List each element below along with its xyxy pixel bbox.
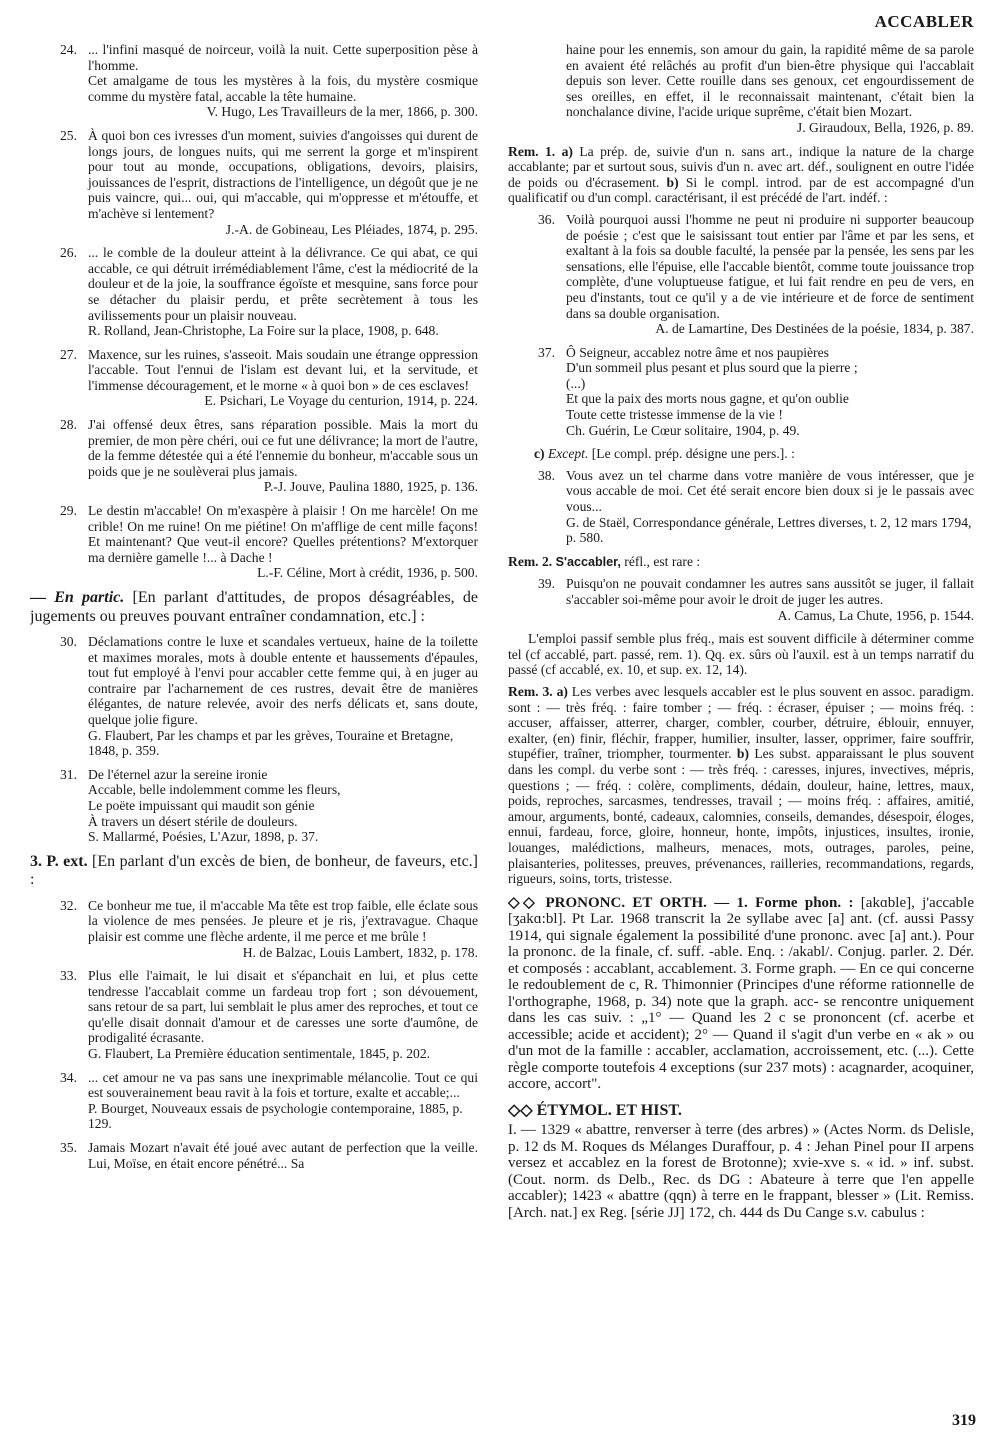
example-text: ... l'infini masqué de noirceur, voilà la nuit. Cette superposition pèse à l'homme. bbox=[88, 42, 478, 73]
remark-2: Rem. 2. S'accabler, réfl., est rare : bbox=[508, 553, 701, 569]
example-28: 28. J'ai offensé deux êtres, sans réparation possible. Mais la mort du premier, de mon père chéri, oui ce fut une délivrance; la mort de l'autre, de la femme détestée qui a été l'ennemie du bonheur, m'accable sous un poids que je ne soulèverai plus jamais. P.-J. Jouve, Paulina 1880, 1925, p. 136. bbox=[60, 417, 478, 495]
example-text: ... cet amour ne va pas sans une inexprimable mélancolie. Tout ce qui est souverainement beau ravit à la fois et torture, exalte et accable;... bbox=[88, 1069, 478, 1101]
section-en-partic: — En partic. [En parlant d'attitudes, de propos désagréables, de jugements ou preuves pouvant entraîner condamnation, etc.] : bbox=[30, 589, 478, 625]
example-source: J. Giraudoux, Bella, 1926, p. 89. bbox=[796, 119, 974, 135]
example-text: Plus elle l'aimait, le lui disait et s'épanchait en lui, et plus cette tendresse l'accablait comme un fardeau trop fort ; son dévouement, sans retour de sa part, lui semblait le plus amer des reproches, et tout ce qu'elle disait donnait d'amour et de caresses une sorte d'aumône, de prodigalité écrasante. bbox=[88, 968, 478, 1046]
example-35: 35. Jamais Mozart n'avait été joué avec autant de perfection que la veille. Lui, Moïse, en était encore pénétré... Sa bbox=[60, 1140, 478, 1171]
example-29: 29. Le destin m'accable! On m'exaspère à plaisir ! On me harcèle! On me crible! On me ruine! On me piétine! On m'afflige de cent mille façons! Et maintenant? Que veut-il encore? Quelles prétentions? M'extorquer ma dernière gamelle !... à Dache ! L.-F. Céline, Mort à crédit, 1936, p. 500. bbox=[60, 503, 478, 581]
etymology-heading: ◇◇ ÉTYMOL. ET HIST. bbox=[508, 1101, 682, 1119]
example-text: ... le comble de la douleur atteint à la délivrance. Ce qui abat, ce qui accable, ce qui détruit irrémédiablement l'âme, c'est la médiocrité de la douleur et de la joie, la souffrance égoïste et mesquine, sans force pour se détacher du plaisir perdu, et prête secrètement à tous les avilissements pour un plaisir nouveau. bbox=[88, 245, 478, 323]
example-source: J.-A. de Gobineau, Les Pléiades, 1874, p. 295. bbox=[225, 221, 478, 237]
remark-1: Rem. 1. a) La prép. de, suivie d'un n. sans art., indique la nature de la charge accablante; par et surtout sous, suivis d'un n. avec art. déf., soulignent en outre l'idée de poids ou d'écrasement. b) Si le compl. introd. par de est accompagné d'un qualificatif ou d'un compl. caractérisant, il est précédé de l'art. indéf. : bbox=[508, 143, 974, 206]
verse-line: Le poëte impuissant qui maudit son génie bbox=[88, 797, 315, 813]
example-source: S. Mallarmé, Poésies, L'Azur, 1898, p. 37. bbox=[88, 829, 319, 845]
example-source: R. Rolland, Jean-Christophe, La Foire sur la place, 1908, p. 648. bbox=[88, 323, 439, 339]
left-column bbox=[30, 42, 478, 1407]
example-source: A. Camus, La Chute, 1956, p. 1544. bbox=[777, 607, 974, 623]
example-37: 37. Ô Seigneur, accablez notre âme et nos paupières D'un sommeil plus pesant et plus sourd que la pierre ; (...) Et que la paix des morts nous gagne, et qu'on oublie Toute cette tristesse immense de la vie ! Ch. Guérin, Le Cœur solitaire, 1904, p. 49. bbox=[508, 345, 974, 439]
verse-line: D'un sommeil plus pesant et plus sourd que la pierre ; bbox=[566, 360, 858, 376]
example-25: 25. À quoi bon ces ivresses d'un moment, suivies d'angoisses qui durent de longs jours, de longues nuits, qui me serrent la gorge et m'inspirent pour tout au monde, occupations, obligations, devoirs, plaisirs, jouissances de l'esprit, distractions de l'intelligence, un dégoût que je ne puis vaincre, qui... oui, qui m'accable, qui m'oppresse et m'étouffe, et m'achève si lentement? J.-A. de Gobineau, Les Pléiades, 1874, p. 295. bbox=[60, 127, 478, 237]
example-source: G. Flaubert, La Première éducation sentimentale, 1845, p. 202. bbox=[88, 1046, 431, 1062]
example-31: 31. De l'éternel azur la sereine ironie Accable, belle indolemment comme les fleurs, Le poëte impuissant qui maudit son génie À travers un désert stérile de douleurs. S. Mallarmé, Poésies, L'Azur, 1898, p. 37. bbox=[30, 767, 478, 845]
example-text: Ce bonheur me tue, il m'accable Ma tête est trop faible, elle éclate sous la violence de mes pensées. Je pleure et je ris, j'extravague. Chaque plaisir est comme une flèche ardente, il me perce et me brûle ! bbox=[88, 897, 478, 944]
example-26: 26. ... le comble de la douleur atteint à la délivrance. Ce qui abat, ce qui accable, ce qui détruit irrémédiablement l'âme, c'est la médiocrité de la douleur et de la joie, la souffrance égoïste et mesquine, sans force pour se détacher du plaisir perdu, et prête secrètement à tous les avilissements pour un plaisir nouveau. R. Rolland, Jean-Christophe, La Foire sur la place, 1908, p. 648. bbox=[60, 245, 478, 339]
example-source: Ch. Guérin, Le Cœur solitaire, 1904, p. 49. bbox=[566, 422, 800, 438]
verse-line: De l'éternel azur la sereine ironie bbox=[88, 766, 268, 782]
example-text: Puisqu'on ne pouvait condamner les autres sans aussitôt se juger, il fallait s'accabler soi-même pour avoir le droit de juger les autres. bbox=[566, 576, 974, 607]
example-39: 39. Puisqu'on ne pouvait condamner les autres sans aussitôt se juger, il fallait s'accabler soi-même pour avoir le droit de juger les autres. A. Camus, La Chute, 1956, p. 1544. bbox=[538, 576, 974, 623]
example-text: Vous avez un tel charme dans votre manière de vous intéresser, que je vous accable de moi. Cet été serait encore bien doux si je le passais avec vous... bbox=[566, 467, 974, 515]
example-33: 33. Plus elle l'aimait, le lui disait et s'épanchait en lui, et plus cette tendresse l'accablait comme un fardeau trop fort ; son dévouement, sans retour de sa part, lui semblait le plus amer des reproches, et tout ce qu'elle disait donnait d'amour et de caresses une sorte d'aumône, de prodigalité écrasante. G. Flaubert, La Première éducation sentimentale, 1845, p. 202. bbox=[60, 968, 478, 1062]
verse-line: (...) bbox=[566, 375, 586, 391]
section-p-ext: 3. P. ext. [En parlant d'un excès de bien, de bonheur, de faveurs, etc.] : bbox=[30, 852, 478, 889]
example-38: 38. Vous avez un tel charme dans votre manière de vous intéresser, que je vous accable de moi. Cet été serait encore bien doux si je le passais avec vous... G. de Staël, Correspondance générale, Lettres diverses, t. 2, 12 mars 1794, p. 580. bbox=[538, 467, 974, 546]
page-number: 319 bbox=[952, 1412, 976, 1429]
example-source: V. Hugo, Les Travailleurs de la mer, 1866, p. 300. bbox=[206, 104, 478, 120]
example-text: haine pour les ennemis, son amour du gain, la rapidité même de sa parole en avaient été relâchés au profit d'un bien-être physique qui l'accablait depuis son lever. Cette rouille dans ses genoux, cet engourdissement de ses oreilles, en effet, il le reconnaissait maintenant, c'était bien la nonchalance divine, l'acide urique suprême, c'était bien Mozart. bbox=[566, 42, 974, 120]
example-source: L.-F. Céline, Mort à crédit, 1936, p. 500. bbox=[257, 565, 478, 581]
passive-usage-note: L'emploi passif semble plus fréq., mais est souvent difficile à déterminer comme tel (cf accablé, part. passé, rem. 1). Qq. ex. sûrs où l'auxil. est à un temps narratif du passé (cf accablé, ex. 10, et sup. ex. 12, 14). bbox=[508, 631, 974, 678]
example-34: 34. ... cet amour ne va pas sans une inexprimable mélancolie. Tout ce qui est souverainement beau ravit à la fois et torture, exalte et accable;... P. Bourget, Nouveaux essais de psychologie contemporaine, 1885, p. 129. bbox=[60, 1069, 478, 1132]
verse-line: Accable, belle indolemment comme les fleurs, bbox=[88, 782, 341, 798]
example-text: Déclamations contre le luxe et scandales vertueux, haine de la toilette et maximes morales, mots à double entente et haussements d'épaules, tout fut employé à l'envi pour accabler cette femme qui, à en juger au contraire par l'acharnement de ces rustres, devait être de manières élégantes, de nature relevée, avoir des nerfs délicats et, sans doute, quelque jolie figure. bbox=[88, 634, 478, 727]
example-24: 24. ... l'infini masqué de noirceur, voilà la nuit. Cette superposition pèse à l'homme. Cet amalgame de tous les mystères à la fois, du mystère cosmique comme du mystère fatal, accable la tête humaine. V. Hugo, Les Travailleurs de la mer, 1866, p. 300. bbox=[60, 42, 478, 120]
example-source: P.-J. Jouve, Paulina 1880, 1925, p. 136. bbox=[263, 479, 478, 495]
example-text: Le destin m'accable! On m'exaspère à plaisir ! On me harcèle! On me crible! On me ruine! On me piétine! On m'afflige de cent mille façons! Et maintenant? Que veut-il encore? Quelles prétentions? M'extorquer ma dernière gamelle !... à Dache ! bbox=[88, 503, 478, 565]
example-source: E. Psichari, Le Voyage du centurion, 1914, p. 224. bbox=[204, 393, 478, 409]
example-36: 36. Voilà pourquoi aussi l'homme ne peut ni produire ni supporter beaucoup de poésie ; c'est que le saisissant tout entier par l'âme et par les sens, et exaltant à la fois sa double faculté, la pensée par la pensée, les sens par les sensations, elle l'épuise, elle l'accable bientôt, comme toute jouissance trop complète, d'une voluptueuse fatigue, et lui fait rendre en peu de vers, en peu d'instants, tout ce qu'il y a de vie intérieure et de force de sentiment dans sa double organisation. A. de Lamartine, Des Destinées de la poésie, 1834, p. 387. bbox=[538, 211, 974, 337]
remark-3: Rem. 3. a) Les verbes avec lesquels accabler est le plus souvent en assoc. paradigm. sont : — très fréq. : faire tomber ; — fréq. : écraser, épuiser ; — moins fréq. : accuser, affaisser, atterrer, charger, combler, courber, détruire, éblouir, ennuyer, exalter, (en) finir, fléchir, frapper, humilier, insulter, lasser, opprimer, faire souffrir, stupéfier, traîner, triompher, tourmenter. b) Les subst. apparaissant le plus souvent dans les compl. du verbe sont : — très fréq. : caresses, injures, invectives, mépris, questions ; — fréq. : colère, compliments, dédain, douleur, haine, lettres, maux, poids, reproches, sarcasmes, tendresses, travail ; — moins fréq. : affaires, amitié, amour, arguments, bonté, cadeaux, calomnies, conseils, demandes, désespoir, éloges, ennui, fardeau, force, gloire, honneur, honte, impôts, injustices, insultes, ironie, louanges, malédictions, malheurs, menaces, mots, outrages, paroles, peine, plaisanteries, politesses, preuves, prévenances, railleries, recommandations, regards, rigueurs, soins, torts, tristesse. bbox=[508, 683, 974, 887]
example-source: H. de Balzac, Louis Lambert, 1832, p. 178. bbox=[242, 944, 478, 960]
verse-line: Ô Seigneur, accablez notre âme et nos paupières bbox=[566, 344, 829, 360]
verse-line: À travers un désert stérile de douleurs. bbox=[88, 813, 298, 829]
example-text: Cet amalgame de tous les mystères à la fois, du mystère cosmique comme du mystère fatal, accable la tête humaine. bbox=[88, 73, 478, 104]
example-source: G. Flaubert, Par les champs et par les grèves, Touraine et Bretagne, 1848, p. 359. bbox=[88, 727, 454, 759]
example-32: 32. Ce bonheur me tue, il m'accable Ma tête est trop faible, elle éclate sous la violence de mes pensées. Je pleure et je ris, j'extravague. Chaque plaisir est comme une flèche ardente, il me perce et me brûle ! H. de Balzac, Louis Lambert, 1832, p. 178. bbox=[60, 897, 478, 960]
example-source: A. de Lamartine, Des Destinées de la poésie, 1834, p. 387. bbox=[655, 321, 974, 337]
etymology-text: I. — 1329 « abattre, renverser à terre (des arbres) » (Actes Norm. ds Delisle, p. 12 ds M. Roques ds Mélanges Duraffour, p. 4 : Jehan Pinel pour II arpens versez et accablez en la forest de Brotonne); xvie-xve s. « id. » inf. subst. (Cout. norm. ds Delb., Rec. ds DG : Abateure à terre que l'en appelle accabler); 1423 « abattre (qqn) à terre en le frappant, blesser » (Lit. Remiss. [Arch. nat.] ex Reg. [série JJ] 172, ch. 444 ds Du Cange s.v. cabulus : bbox=[508, 1122, 974, 1221]
example-text: Maxence, sur les ruines, s'asseoit. Mais soudain une étrange oppression l'accable. Tout l'ennui de l'islam est devant lui, et la servitude, et l'immense découragement, et le morne « à quoi bon » de ces esclaves! bbox=[88, 346, 478, 393]
verse-line: Et que la paix des morts nous gagne, et qu'on oublie bbox=[566, 391, 849, 407]
right-column bbox=[508, 42, 974, 1412]
example-text: Voilà pourquoi aussi l'homme ne peut ni produire ni supporter beaucoup de poésie ; c'est que le saisissant tout entier par l'âme et par les sens, et exaltant à la fois sa double faculté, la pensée par la pensée, les sens par les sensations, elle l'épuise, elle l'accable bientôt, comme toute jouissance trop complète, d'une voluptueuse fatigue, et lui fait rendre en peu de vers, en peu d'instants, tout ce qu'il y a de vie intérieure et de force de sentiment dans sa double organisation. bbox=[566, 211, 974, 321]
example-text: À quoi bon ces ivresses d'un moment, suivies d'angoisses qui durent de longs jours, de longues nuits, qui me serrent la gorge et m'inspirent pour tout au monde, occupations, obligations, devoirs, plaisirs, jouissances de l'esprit, distractions de l'intelligence, un dégoût que je ne puis vaincre, qui... oui, qui m'accable, qui m'oppresse et m'étouffe, et m'achève si lentement? bbox=[88, 127, 478, 221]
example-text: J'ai offensé deux êtres, sans réparation possible. Mais la mort du premier, de mon père chéri, oui ce fut une délivrance; la mort de l'autre, de la femme détestée qui a été l'ennemie du bonheur, m'accable sous un poids que je ne soulèverai plus jamais. bbox=[88, 417, 478, 479]
example-source: G. de Staël, Correspondance générale, Lettres diverses, t. 2, 12 mars 1794, p. 580. bbox=[566, 514, 972, 546]
example-27: 27. Maxence, sur les ruines, s'asseoit. Mais soudain une étrange oppression l'accable. Tout l'ennui de l'islam est devant lui, et la servitude, et l'immense découragement, et le morne « à quoi bon » de ces esclaves! E. Psichari, Le Voyage du centurion, 1914, p. 224. bbox=[60, 346, 478, 409]
page-header-word: ACCABLER bbox=[874, 12, 974, 31]
pronunciation-section: ◇◇ PRONONC. ET ORTH. — 1. Forme phon. : [akɑble], j'accable [ʒakɑ:bl]. Pt Lar. 1968 transcrit la 2e syllabe avec [a] ant. (cf. aussi Passy 1914, qui signale également la possibilité d'une prononc. avec [a] ant.). Pour la prononc. de la finale, cf. suff. -able. Enq. : /akabl/. Conjug. parler. 2. Dér. et composés : accablant, accablement. 3. Forme graph. — En ce qui concerne le redoublement de c, R. Thimonnier (Principes d'une réforme rationnelle de l'orthographe, 1968, p. 34) note que la graph. acc- se rencontre uniquement dans les cas suiv. : „1° — Quand les 2 c se prononcent (cf. acerbe et accessible; acide et accident); 2° — Quand il s'agit d'un verbe en « ak » ou d'un mot de la famille : accabler, acclamation, accroissement, etc. (...). Cette règle comporte toutefois 4 exceptions (sur 237 mots) : acagnarder, acoquiner, accore, accort". bbox=[508, 894, 974, 1093]
example-source: P. Bourget, Nouveaux essais de psychologie contemporaine, 1885, p. 129. bbox=[88, 1100, 463, 1132]
exception-note: c) Except. [Le compl. prép. désigne une pers.]. : bbox=[534, 446, 795, 462]
example-35-continued bbox=[508, 42, 974, 136]
example-30: 30. Déclamations contre le luxe et scandales vertueux, haine de la toilette et maximes morales, mots à double entente et haussements d'épaules, tout fut employé à l'envi pour accabler cette femme qui, à en juger au contraire par l'acharnement de ces rustres, devait être de manières élégantes, de nature relevée, avoir des nerfs délicats et, sans doute, quelque jolie figure. G. Flaubert, Par les champs et par les grèves, Touraine et Bretagne, 1848, p. 359. bbox=[60, 634, 478, 759]
example-text: Jamais Mozart n'avait été joué avec autant de perfection que la veille. Lui, Moïse, en était encore pénétré... Sa bbox=[88, 1140, 478, 1171]
verse-line: Toute cette tristesse immense de la vie ! bbox=[566, 407, 783, 423]
